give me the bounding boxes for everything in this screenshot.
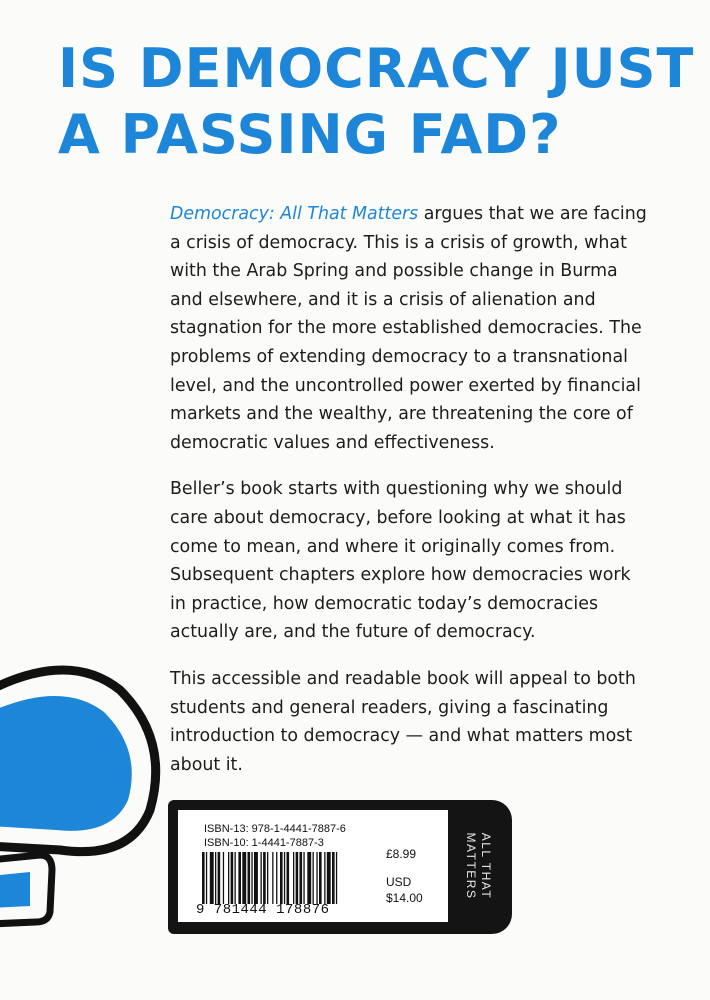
blurb	[170, 200, 650, 797]
barcode-panel	[168, 800, 512, 934]
price-usd-label: USD	[386, 875, 412, 889]
barcode-stripe	[235, 852, 236, 904]
barcode-bars	[202, 852, 378, 904]
series-line-1: ALL THAT	[479, 832, 493, 900]
headline	[58, 36, 698, 168]
blurb-paragraph-3: This accessible and readable book will appeal to both students and general readers, giving a fascinating introduction to democracy — and what matters most about it.	[170, 668, 636, 775]
barcode-stripe	[276, 852, 277, 904]
barcode-stripe	[210, 852, 214, 904]
barcode-stripe	[231, 852, 234, 904]
barcode-stripe	[327, 852, 331, 904]
price-usd: $14.00	[386, 891, 423, 905]
blurb-paragraph-1-text: argues that we are facing a crisis of democracy. This is a crisis of growth, what with the Arab Spring and possible change in Burma and elsewhere, and it is a crisis of alienation and stagnation for the more established democracies. The problems of extending democracy to a transnational level, and the uncontrolled power exerted by financial markets and the wealthy, are threatening the core of democratic values and effectiveness.	[170, 204, 647, 453]
barcode-stripe	[313, 852, 314, 904]
barcode-stripe	[261, 852, 262, 904]
barcode-digits: 9 781444 178876	[196, 902, 330, 918]
book-title: Democracy: All That Matters	[170, 204, 419, 224]
headline-line-2: A PASSING FAD?	[58, 103, 562, 166]
megaphone-icon	[0, 650, 180, 950]
barcode-stripe	[267, 852, 268, 904]
isbn-13: ISBN-13: 978-1-4441-7887-6	[204, 823, 346, 835]
barcode-stripe	[215, 852, 216, 904]
series-name	[463, 833, 493, 900]
barcode-stripe	[324, 852, 325, 904]
barcode-stripe	[303, 852, 304, 904]
barcode-stripe	[206, 852, 207, 904]
barcode-stripe	[319, 852, 322, 904]
barcode-stripe	[223, 852, 224, 904]
barcode-stripe	[300, 852, 303, 904]
barcode-stripe	[263, 852, 266, 904]
barcode-stripe	[332, 852, 335, 904]
barcode-stripe	[238, 852, 241, 904]
barcode-stripe	[284, 852, 285, 904]
barcode-stripe	[254, 852, 258, 904]
isbn-10: ISBN-10: 1-4441-7887-3	[204, 837, 324, 849]
headline-line-1: IS DEMOCRACY JUST	[58, 37, 695, 100]
barcode-stripe	[251, 852, 252, 904]
barcode-label	[178, 810, 448, 922]
price-gbp: £8.99	[386, 847, 417, 861]
barcode-stripe	[272, 852, 273, 904]
barcode-stripe	[218, 852, 221, 904]
barcode-stripe	[287, 852, 290, 904]
barcode-stripe	[336, 852, 337, 904]
isbn-block	[204, 822, 346, 850]
barcode-stripe	[228, 852, 229, 904]
barcode-stripe	[293, 852, 294, 904]
series-tab	[454, 810, 502, 922]
barcode-stripe	[242, 852, 246, 904]
barcode-stripe	[202, 852, 205, 904]
barcode-stripe	[307, 852, 311, 904]
barcode-stripe	[316, 852, 317, 904]
blurb-paragraph-2: Beller’s book starts with questioning why we should care about democracy, before looking at what it has come to mean, and where it originally comes from. Subsequent chapters explore how democracies work in practice, how democratic today’s democracies actually are, and the future of democracy.	[170, 479, 631, 643]
series-line-2: MATTERS	[464, 832, 478, 900]
barcode-stripe	[280, 852, 283, 904]
price-block	[386, 846, 423, 906]
barcode-stripe	[296, 852, 299, 904]
blurb-paragraph-1	[170, 200, 650, 457]
barcode-stripe	[248, 852, 251, 904]
